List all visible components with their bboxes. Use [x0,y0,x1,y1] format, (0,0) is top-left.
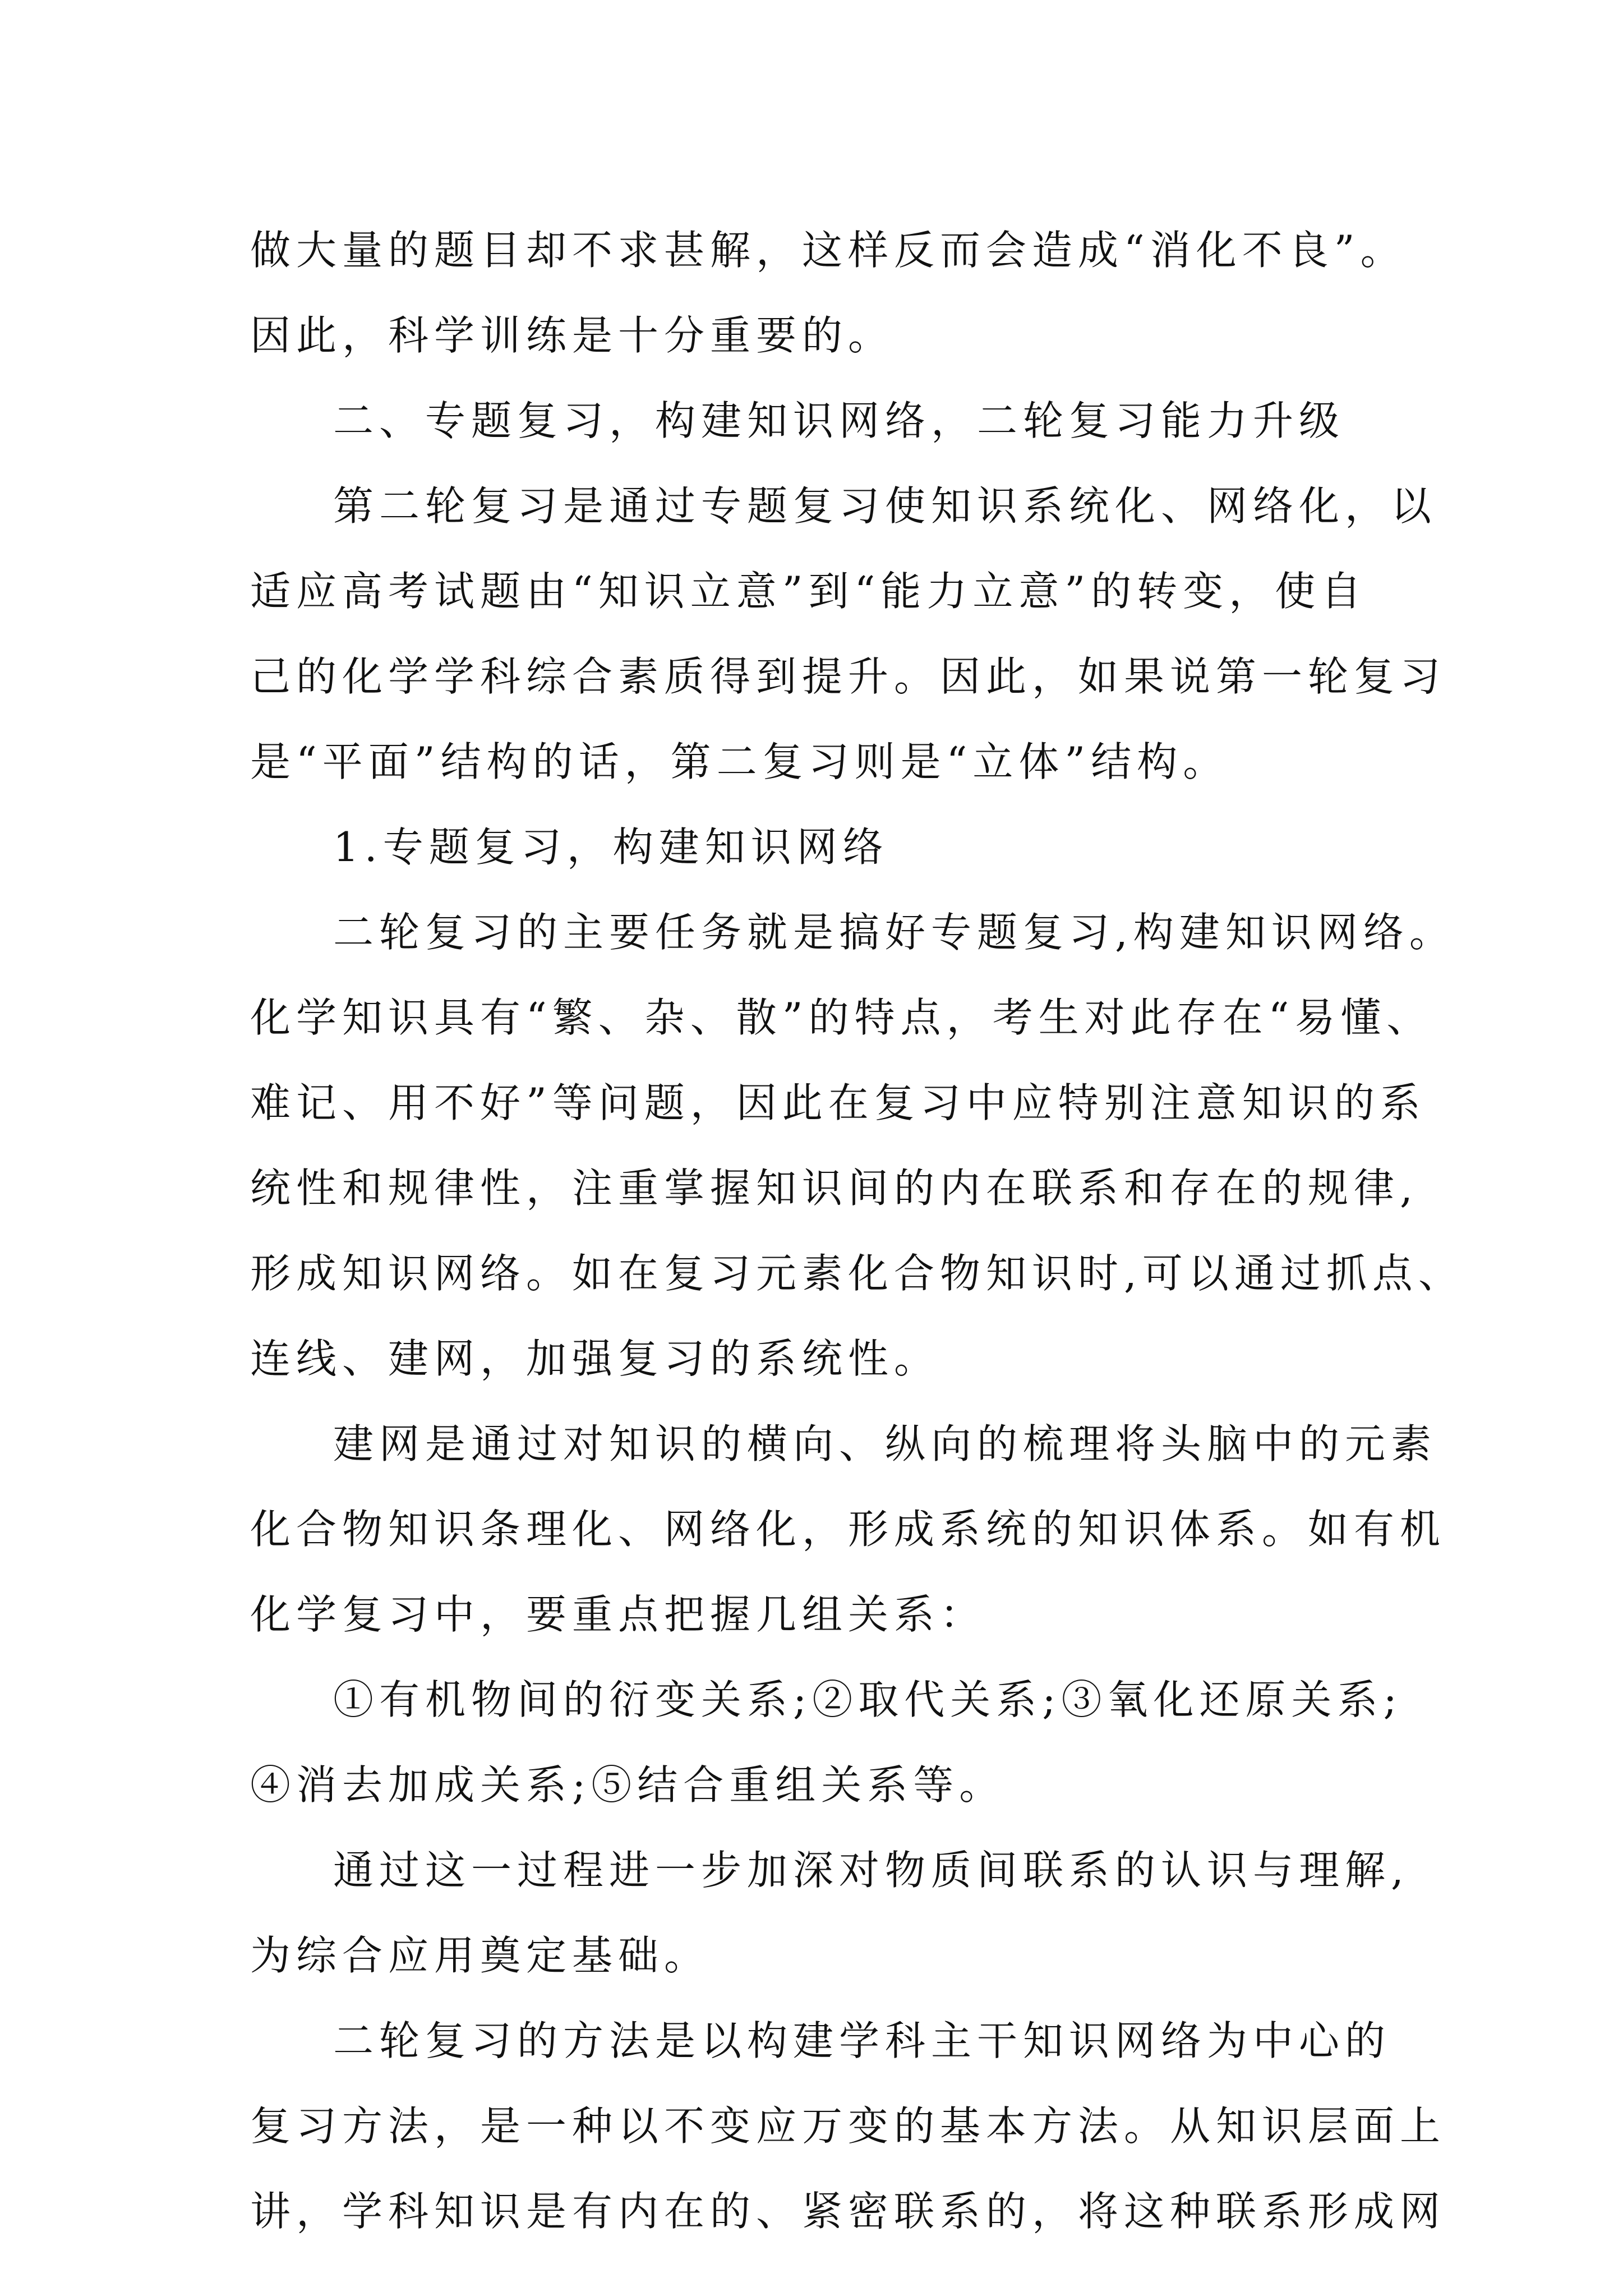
text-line: 讲，学科知识是有内在的、紧密联系的，将这种联系形成网 [250,2188,1446,2235]
text-line: 复习方法，是一种以不变应万变的基本方法。从知识层面上 [250,2102,1446,2150]
subsection-heading: 1.专题复习，构建知识网络 [333,823,889,871]
text-line: 适应高考试题由“知识立意”到“能力立意”的转变，使自 [250,568,1367,615]
text-line: 为综合应用奠定基础。 [250,1932,711,1979]
text-line: 化学复习中，要重点把握几组关系： [250,1591,986,1638]
text-line: 形成知识网络。如在复习元素化合物知识时,可以通过抓点、 [250,1250,1464,1297]
text-line: 因此，科学训练是十分重要的。 [250,312,895,359]
text-line: 统性和规律性，注重掌握知识间的内在联系和存在的规律, [250,1165,1418,1212]
section-heading: 二、专题复习，构建知识网络，二轮复习能力升级 [333,397,1345,444]
paragraph-first-line: 二轮复习的方法是以构建学科主干知识网络为中心的 [333,2017,1391,2064]
text-line: 是“平面”结构的话，第二复习则是“立体”结构。 [250,738,1229,785]
paragraph-first-line: 第二轮复习是通过专题复习使知识系统化、网络化，以 [333,482,1437,530]
text-line: 连线、建网，加强复习的系统性。 [250,1335,940,1382]
paragraph-first-line: 通过这一过程进一步加深对物质间联系的认识与理解, [333,1847,1409,1894]
text-line: 己的化学学科综合素质得到提升。因此，如果说第一轮复习 [250,653,1446,700]
paragraph-first-line: 建网是通过对知识的横向、纵向的梳理将头脑中的元素 [333,1420,1437,1467]
text-line: 化学知识具有“繁、杂、散”的特点，考生对此存在“易懂、 [250,994,1433,1041]
text-line: 做大量的题目却不求甚解，这样反而会造成“消化不良”。 [250,227,1407,274]
text-line: 难记、用不好”等问题，因此在复习中应特别注意知识的系 [250,1079,1426,1126]
list-line: ①有机物间的衍变关系;②取代关系;③氧化还原关系; [333,1676,1403,1723]
text-line: 化合物知识条理化、网络化，形成系统的知识体系。如有机 [250,1506,1446,1553]
document-text-block [250,208,1464,2254]
list-line: ④消去加成关系;⑤结合重组关系等。 [250,1761,1006,1809]
paragraph-first-line: 二轮复习的主要任务就是搞好专题复习,构建知识网络。 [333,909,1455,956]
